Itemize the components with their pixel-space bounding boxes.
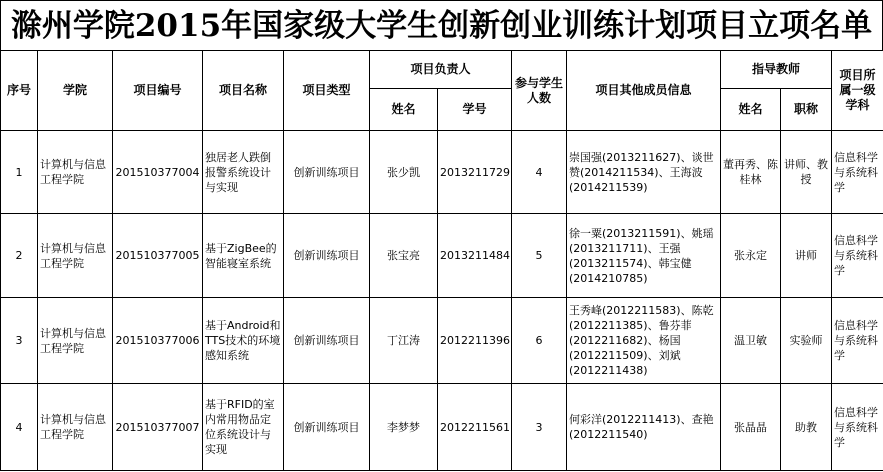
header-leader: 项目负责人 [370, 51, 512, 89]
cell-leader-name: 丁江涛 [370, 298, 438, 384]
cell-participants: 3 [512, 384, 567, 471]
header-advisor: 指导教师 [721, 51, 832, 89]
header-participants: 参与学生人数 [512, 51, 567, 131]
cell-advisor-title: 助教 [781, 384, 832, 471]
cell-discipline: 信息科学与系统科学 [832, 384, 883, 471]
header-advisor-title: 职称 [781, 89, 832, 131]
cell-project-type: 创新训练项目 [284, 384, 370, 471]
cell-seq: 2 [1, 214, 38, 298]
header-members: 项目其他成员信息 [567, 51, 721, 131]
header-project-type: 项目类型 [284, 51, 370, 131]
cell-advisor-name: 董再秀、陈桂林 [721, 131, 781, 214]
table-row [1, 131, 883, 214]
cell-advisor-name: 张永定 [721, 214, 781, 298]
cell-project-type: 创新训练项目 [284, 214, 370, 298]
cell-participants: 5 [512, 214, 567, 298]
cell-advisor-title: 讲师 [781, 214, 832, 298]
header-leader-name: 姓名 [370, 89, 438, 131]
cell-leader-id: 2013211484 [438, 214, 512, 298]
cell-project-no: 201510377007 [113, 384, 203, 471]
cell-college: 计算机与信息工程学院 [38, 214, 113, 298]
header-discipline: 项目所属一级学科 [832, 51, 883, 131]
cell-members: 王秀峰(2012211583)、陈乾(2012211385)、鲁芬菲(2012211682)、杨国(2012211509)、刘斌(2012211438) [567, 298, 721, 384]
project-table [0, 50, 883, 471]
cell-project-no: 201510377004 [113, 131, 203, 214]
header-project-name: 项目名称 [203, 51, 284, 131]
header-college: 学院 [38, 51, 113, 131]
cell-college: 计算机与信息工程学院 [38, 384, 113, 471]
table-row [1, 384, 883, 471]
cell-leader-id: 2012211561 [438, 384, 512, 471]
cell-leader-name: 张宝亮 [370, 214, 438, 298]
cell-seq: 3 [1, 298, 38, 384]
cell-college: 计算机与信息工程学院 [38, 298, 113, 384]
cell-participants: 4 [512, 131, 567, 214]
header-project-no: 项目编号 [113, 51, 203, 131]
cell-seq: 1 [1, 131, 38, 214]
cell-advisor-title: 讲师、教授 [781, 131, 832, 214]
header-seq: 序号 [1, 51, 38, 131]
cell-discipline: 信息科学与系统科学 [832, 131, 883, 214]
cell-members: 崇国强(2013211627)、谈世赞(2014211534)、王海波(2014211539) [567, 131, 721, 214]
cell-advisor-title: 实验师 [781, 298, 832, 384]
cell-project-type: 创新训练项目 [284, 131, 370, 214]
cell-leader-name: 李梦梦 [370, 384, 438, 471]
cell-participants: 6 [512, 298, 567, 384]
cell-advisor-name: 温卫敏 [721, 298, 781, 384]
header-advisor-name: 姓名 [721, 89, 781, 131]
cell-advisor-name: 张晶晶 [721, 384, 781, 471]
cell-discipline: 信息科学与系统科学 [832, 298, 883, 384]
cell-project-name: 基于RFID的室内常用物品定位系统设计与实现 [203, 384, 284, 471]
cell-members: 徐一粟(2013211591)、姚瑶(2013211711)、王强(2013211574)、韩宝健(2014210785) [567, 214, 721, 298]
table-row [1, 214, 883, 298]
cell-project-name: 独居老人跌倒报警系统设计与实现 [203, 131, 284, 214]
cell-college: 计算机与信息工程学院 [38, 131, 113, 214]
cell-discipline: 信息科学与系统科学 [832, 214, 883, 298]
cell-project-name: 基于Android和TTS技术的环境感知系统 [203, 298, 284, 384]
cell-leader-name: 张少凯 [370, 131, 438, 214]
cell-members: 何彩洋(2012211413)、查艳(2012211540) [567, 384, 721, 471]
cell-seq: 4 [1, 384, 38, 471]
document-title: 滁州学院2015年国家级大学生创新创业训练计划项目立项名单 [0, 0, 883, 50]
cell-project-no: 201510377006 [113, 298, 203, 384]
cell-project-type: 创新训练项目 [284, 298, 370, 384]
cell-project-name: 基于ZigBee的智能寝室系统 [203, 214, 284, 298]
cell-project-no: 201510377005 [113, 214, 203, 298]
header-leader-id: 学号 [438, 89, 512, 131]
cell-leader-id: 2012211396 [438, 298, 512, 384]
cell-leader-id: 2013211729 [438, 131, 512, 214]
table-row [1, 298, 883, 384]
